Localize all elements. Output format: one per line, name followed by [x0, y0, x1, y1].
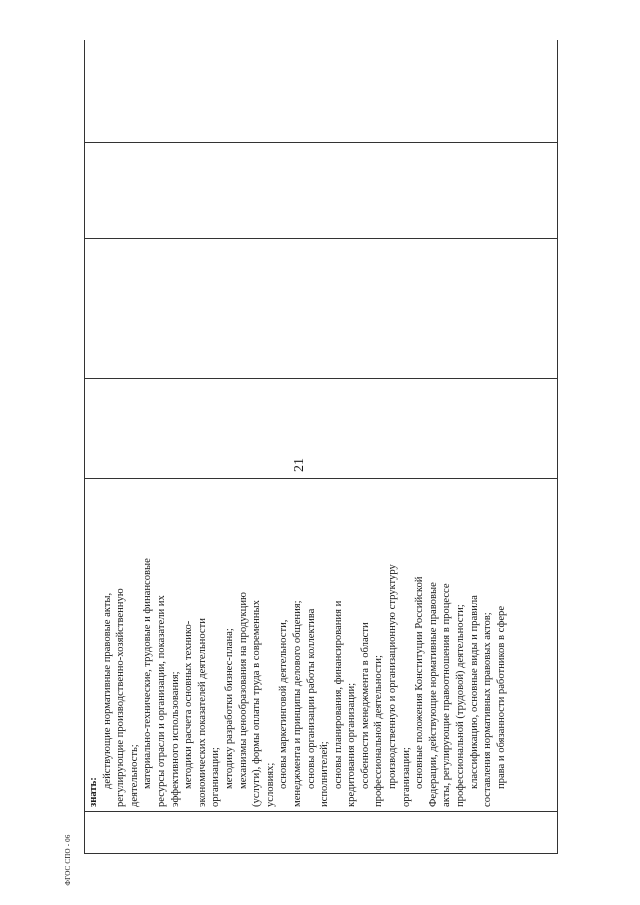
requirement-line: методики расчета основных технико-: [183, 620, 195, 789]
requirements-text: [87, 483, 508, 807]
requirement-line: профессиональной (трудовой) деятельности;: [455, 604, 467, 807]
requirement-line: Федерации, действующие нормативные правовые: [427, 582, 439, 807]
requirement-line: кредитования организации;: [346, 682, 358, 807]
requirement-line: деятельность;: [128, 744, 140, 807]
requirement-line: составления нормативных правовых актов;: [482, 612, 494, 807]
footer-mark: ФГОС СПО - 06: [64, 834, 72, 886]
requirement-line: менеджмента и принципы делового общения;: [291, 600, 303, 807]
table-cell-empty: [85, 239, 558, 379]
requirement-line: материально-технические, трудовые и финансовые: [142, 558, 154, 789]
requirement-line: исполнителей;: [319, 741, 331, 807]
requirement-line: основы маркетинговой деятельности,: [278, 619, 290, 789]
requirement-line: действующие нормативные правовые акты,: [101, 592, 113, 789]
table-row: [85, 40, 558, 854]
requirement-line: классификацию, основные виды и правила: [468, 595, 480, 789]
requirement-line: организации;: [210, 747, 222, 807]
requirement-line: основы планирования, финансирования и: [332, 600, 344, 789]
table-cell-empty: [85, 379, 558, 479]
requirement-line: основы организации работы коллектива: [305, 608, 317, 789]
requirement-line: ресурсы отрасли и организации, показатели их: [155, 595, 167, 807]
requirement-line: методику разработки бизнес-плана;: [223, 628, 235, 789]
requirement-line: условиях;: [264, 762, 276, 807]
requirement-line: особенности менеджмента в области: [359, 622, 371, 789]
requirement-line: экономических показателей деятельности: [196, 618, 208, 807]
table-cell-requirements: [85, 479, 558, 812]
requirement-line: акты, регулирующие правоотношения в процессе: [441, 583, 453, 807]
table-cell-empty: [85, 40, 558, 143]
requirements-heading: знать:: [88, 777, 99, 807]
requirement-line: организации;: [400, 747, 412, 807]
requirement-line: регулирующие производственно-хозяйственную: [115, 588, 127, 807]
requirement-line: права и обязанности работников в сфере: [495, 605, 507, 789]
requirement-line: основные положения Конституции Российской: [414, 576, 426, 789]
table-cell-index: [85, 812, 558, 854]
requirement-line: (услуги), формы оплаты труда в современных: [251, 600, 263, 807]
table-cell-empty: [85, 143, 558, 239]
requirement-line: эффективного использования;: [169, 671, 181, 807]
landscape-table-container: [84, 40, 558, 854]
page-number: 21: [292, 458, 307, 472]
requirement-line: производственную и организационную структуру: [387, 564, 399, 789]
rotated-table-frame: [84, 40, 558, 854]
requirement-line: механизмы ценообразования на продукцию: [237, 592, 249, 789]
standard-requirements-table: [84, 40, 558, 854]
requirement-line: профессиональной деятельности;: [373, 655, 385, 807]
